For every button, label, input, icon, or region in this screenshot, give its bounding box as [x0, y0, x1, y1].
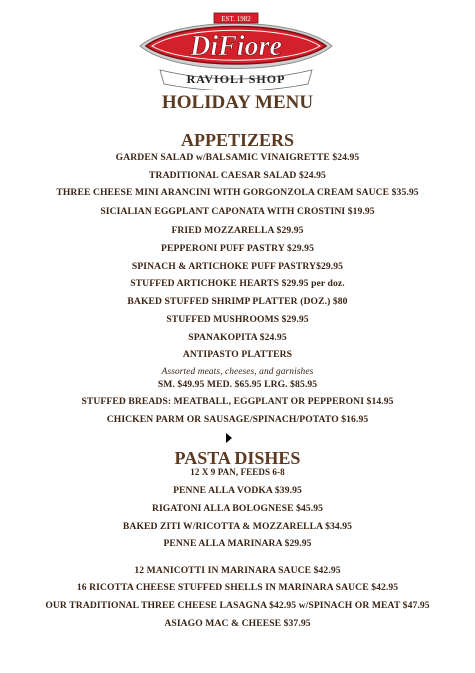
antipasto-description: Assorted meats, cheeses, and garnishes [161, 367, 314, 377]
logo-brand-text: DiFiore [190, 31, 282, 62]
menu-item: ANTIPASTO PLATTERS [182, 349, 293, 360]
menu-item: PENNE ALLA VODKA $39.95 [173, 485, 302, 496]
menu-item: SPINACH & ARTICHOKE PUFF PASTRY$29.95 [131, 261, 344, 272]
appetizers-heading: APPETIZERS [180, 130, 295, 150]
menu-item: CHICKEN PARM OR SAUSAGE/SPINACH/POTATO $16.95 [106, 414, 369, 425]
menu-item: ASIAGO MAC & CHEESE $37.95 [164, 618, 311, 629]
menu-item: PENNE ALLA MARINARA $29.95 [163, 538, 312, 549]
logo-est-text: EST. 1982 [221, 15, 251, 23]
menu-item: 16 RICOTTA CHEESE STUFFED SHELLS IN MARINARA SAUCE $42.95 [76, 582, 399, 593]
menu-item: PEPPERONI PUFF PASTRY $29.95 [161, 243, 314, 254]
menu-item: FRIED MOZZARELLA $29.95 [171, 225, 304, 236]
menu-item: OUR TRADITIONAL THREE CHEESE LASAGNA $42.95 w/SPINACH OR MEAT $47.95 [45, 600, 430, 611]
pasta-subheading: 12 X 9 PAN, FEEDS 6-8 [190, 467, 285, 477]
menu-item: SPANAKOPITA $24.95 [188, 332, 287, 343]
menu-item: STUFFED MUSHROOMS $29.95 [166, 314, 309, 325]
menu-item: RIGATONI ALLA BOLOGNESE $45.95 [151, 503, 324, 514]
menu-item: GARDEN SALAD w/BALSAMIC VINAIGRETTE $24.95 [115, 152, 360, 163]
menu-title: HOLIDAY MENU [161, 92, 314, 113]
menu-item: SICIALIAN EGGPLANT CAPONATA WITH CROSTINI $19.95 [100, 206, 375, 217]
difiore-logo [136, 12, 336, 90]
caret-right-icon [226, 433, 232, 443]
logo-sub-text: RAVIOLI SHOP [186, 72, 286, 86]
menu-item: THREE CHEESE MINI ARANCINI WITH GORGONZOLA CREAM SAUCE $35.95 [56, 187, 419, 198]
menu-item: STUFFED ARTICHOKE HEARTS $29.95 per doz. [130, 278, 345, 289]
menu-item: STUFFED BREADS: MEATBALL, EGGPLANT OR PEPPERONI $14.95 [81, 396, 394, 407]
antipasto-prices: SM. $49.95 MED. $65.95 LRG. $85.95 [157, 379, 318, 390]
menu-item: BAKED STUFFED SHRIMP PLATTER (DOZ.) $80 [127, 296, 348, 307]
menu-item: TRADITIONAL CAESAR SALAD $24.95 [149, 170, 326, 181]
pasta-heading: PASTA DISHES [174, 448, 301, 468]
menu-item: BAKED ZITI W/RICOTTA & MOZZARELLA $34.95 [122, 521, 353, 532]
menu-item: 12 MANICOTTI IN MARINARA SAUCE $42.95 [134, 565, 341, 576]
